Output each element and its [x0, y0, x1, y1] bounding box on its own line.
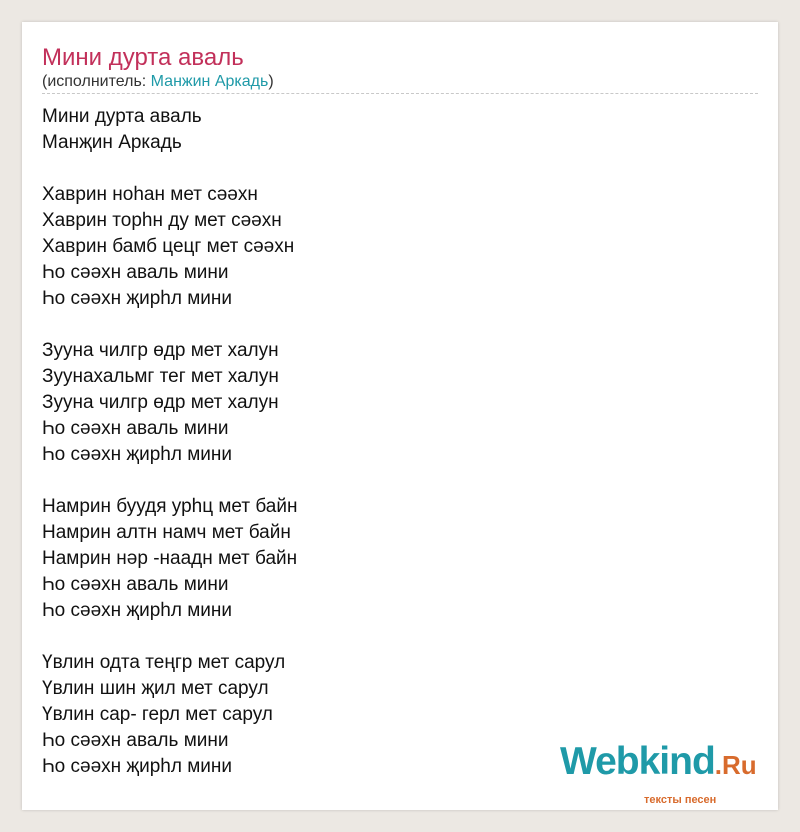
- lyrics-line: Үвлин одта теңгр мет сарул: [42, 652, 286, 673]
- artist-line: [42, 72, 274, 92]
- divider: [42, 93, 758, 94]
- stanza-gap: [42, 468, 297, 494]
- artist-link[interactable]: Манжин Аркадь: [150, 73, 269, 90]
- lyrics-line: Намрин алтн намч мет байн: [42, 522, 291, 543]
- lyrics-line: Һо сәәхн аваль мини: [42, 574, 229, 595]
- lyrics-line: Һо сәәхн җирһл мини: [42, 288, 233, 309]
- lyrics-line: Үвлин сар- герл мет сарул: [42, 704, 273, 725]
- lyrics-line: Хаврин ноһан мет сәәхн: [42, 184, 258, 205]
- brand-tagline: тексты песен: [644, 794, 717, 806]
- brand-domain: .Ru: [714, 750, 757, 780]
- lyrics-line: Манҗин Аркадь: [42, 132, 182, 153]
- lyrics-line: Һо сәәхн җирһл мини: [42, 444, 233, 465]
- stanza-gap: [42, 312, 297, 338]
- stanza-gap: [42, 156, 297, 182]
- artist-suffix: ): [268, 73, 274, 90]
- brand-wordmark: [560, 740, 757, 787]
- lyrics-line: Һо сәәхн аваль мини: [42, 262, 229, 283]
- lyrics-line: Зуунахальмг тег мет халун: [42, 366, 279, 387]
- lyrics-line: Һо сәәхн аваль мини: [42, 730, 229, 751]
- lyrics-body: [42, 104, 297, 780]
- stanza-gap: [42, 624, 297, 650]
- lyrics-line: Мини дурта аваль: [42, 106, 202, 127]
- lyrics-line: Үвлин шин җил мет сарул: [42, 678, 269, 699]
- lyrics-line: Намрин нәр -наадн мет байн: [42, 548, 298, 569]
- artist-prefix: (исполнитель:: [42, 73, 151, 90]
- lyrics-line: Хаврин бамб цецг мет сәәхн: [42, 236, 295, 257]
- brand-logo[interactable]: [560, 740, 760, 806]
- lyrics-line: Һо сәәхн җирһл мини: [42, 756, 233, 777]
- lyrics-line: Намрин буудя урһц мет байн: [42, 496, 298, 517]
- lyrics-card: [22, 22, 778, 810]
- brand-name: Webkind: [560, 740, 715, 783]
- lyrics-line: Зууна чилгр өдр мет халун: [42, 392, 279, 413]
- page-title: Мини дурта аваль: [42, 44, 244, 71]
- lyrics-line: Һо сәәхн аваль мини: [42, 418, 229, 439]
- lyrics-line: Зууна чилгр өдр мет халун: [42, 340, 279, 361]
- lyrics-line: Һо сәәхн җирһл мини: [42, 600, 233, 621]
- lyrics-line: Хаврин торһн ду мет сәәхн: [42, 210, 282, 231]
